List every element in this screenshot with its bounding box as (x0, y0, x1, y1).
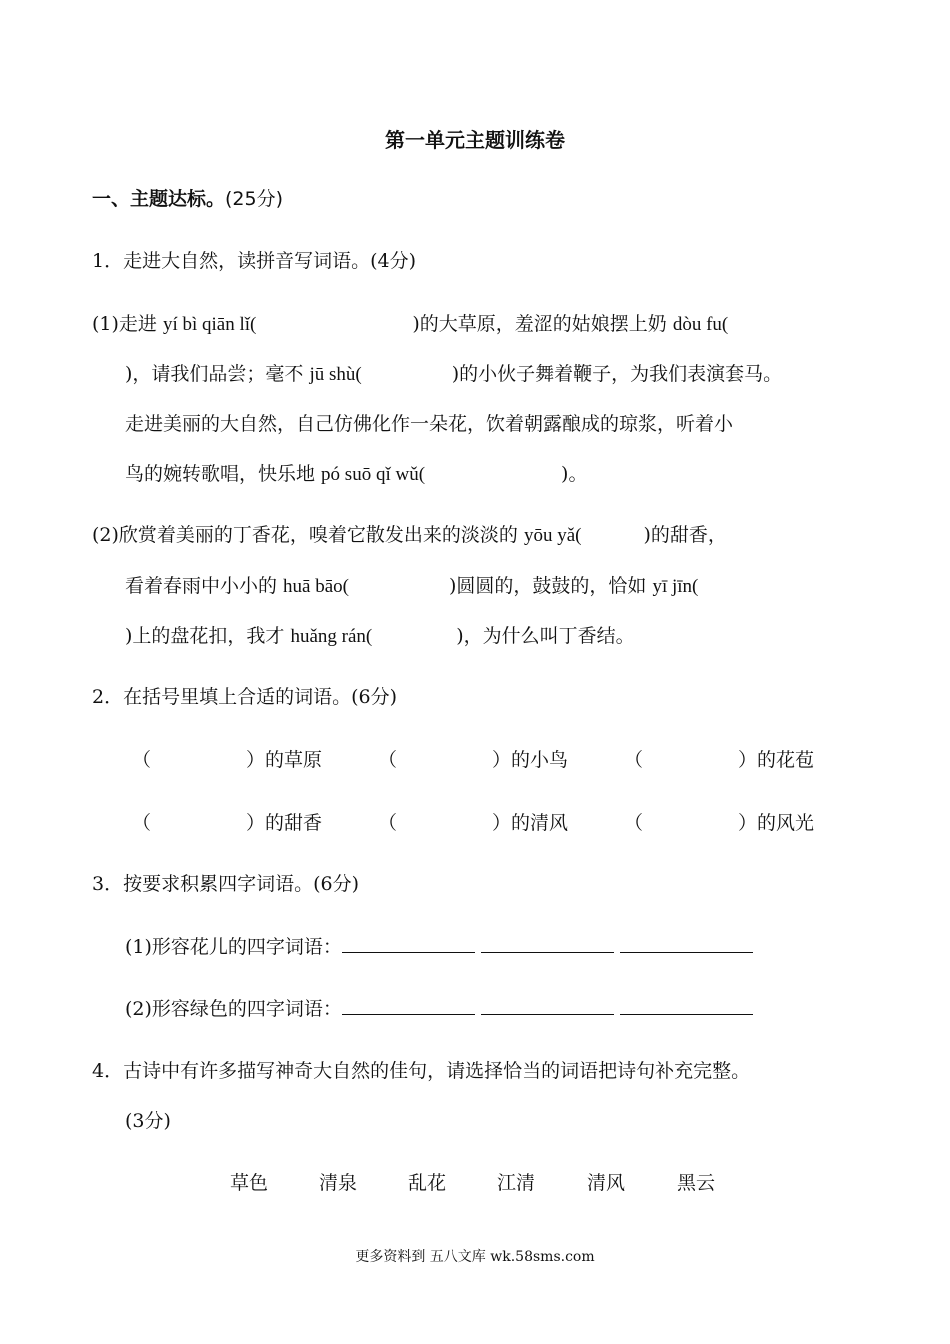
section-title: 一、主题达标。 (92, 188, 226, 210)
section-heading (92, 184, 283, 211)
phrase-item: ）的小鸟 (492, 749, 569, 771)
phrase-item: ）的甜香 (246, 812, 323, 834)
phrase-item: ）的花苞 (738, 749, 815, 771)
word-option: 清风 (587, 1172, 626, 1194)
text-segment: )，为什么叫丁香结。 (456, 625, 635, 647)
q1-p1-line2 (125, 359, 782, 386)
q1-p2-line1 (92, 520, 727, 547)
pinyin: dòu fu( (672, 314, 729, 335)
q1-p1-line4 (125, 459, 587, 486)
phrase-item: ）的清风 (492, 812, 569, 834)
pinyin: jū shù( (309, 364, 362, 385)
section-score: (25分) (225, 188, 284, 210)
text-segment: )的甜香， (643, 524, 727, 546)
paren-open: （ (624, 812, 644, 834)
text-segment: 看着春雨中小小的 (125, 575, 284, 597)
q3-sub-1 (125, 932, 759, 959)
answer-line[interactable] (481, 996, 614, 1015)
question-4-stem: 4．古诗中有许多描写神奇大自然的佳句，请选择恰当的词语把诗句补充完整。 (92, 1060, 751, 1082)
pinyin: huā bāo( (283, 576, 349, 597)
text-segment: )的大草原，羞涩的姑娘摆上奶 (412, 313, 673, 335)
word-option: 草色 (230, 1172, 269, 1194)
word-option: 黑云 (677, 1172, 716, 1194)
answer-line[interactable] (342, 996, 475, 1015)
paren-open: （ (132, 749, 152, 771)
answer-line[interactable] (342, 934, 475, 953)
paren-open: （ (624, 749, 644, 771)
answer-line[interactable] (620, 934, 753, 953)
footer-watermark: 更多资料到 五八文库 wk.58sms.com (355, 1249, 595, 1265)
sub-question-label: (1)形容花儿的四字词语： (125, 936, 342, 958)
text-segment: (2)欣赏着美丽的丁香花，嗅着它散发出来的淡淡的 (92, 524, 524, 546)
word-option: 江清 (497, 1172, 536, 1194)
q1-p1-line3: 走进美丽的大自然，自己仿佛化作一朵花，饮着朝露酿成的琼浆，听着小 (125, 413, 734, 435)
q1-p2-line3 (125, 621, 635, 648)
pinyin: yí bì qiān lǐ( (162, 314, 257, 335)
phrase-item: ）的草原 (246, 749, 323, 771)
text-segment: )圆圆的，鼓鼓的，恰如 (449, 575, 653, 597)
sub-question-label: (2)形容绿色的四字词语： (125, 998, 342, 1020)
q1-p1-line1 (92, 309, 728, 336)
paren-open: （ (378, 812, 398, 834)
q3-sub-2 (125, 994, 759, 1021)
text-segment: (1)走进 (92, 313, 163, 335)
q1-p2-line2 (125, 571, 698, 598)
answer-line[interactable] (481, 934, 614, 953)
paren-open: （ (378, 749, 398, 771)
question-1-stem: 1．走进大自然，读拼音写词语。(4分) (92, 250, 417, 272)
text-segment: 鸟的婉转歌唱，快乐地 (125, 463, 322, 485)
word-option: 乱花 (408, 1172, 447, 1194)
paren-open: （ (132, 812, 152, 834)
pinyin: huǎng rán( (290, 626, 373, 647)
question-4-score: (3分) (125, 1110, 171, 1132)
pinyin: yōu yǎ( (523, 525, 582, 546)
text-segment: )，请我们品尝；毫不 (125, 363, 310, 385)
question-2-stem: 2．在括号里填上合适的词语。(6分) (92, 686, 398, 708)
page-title: 第一单元主题训练卷 (385, 128, 565, 152)
word-option: 清泉 (319, 1172, 358, 1194)
answer-line[interactable] (620, 996, 753, 1015)
text-segment: )上的盘花扣，我才 (125, 625, 291, 647)
text-segment: )。 (561, 463, 588, 485)
pinyin: pó suō qǐ wǔ( (321, 464, 426, 485)
question-3-stem: 3．按要求积累四字词语。(6分) (92, 873, 360, 895)
phrase-item: ）的风光 (738, 812, 815, 834)
text-segment: )的小伙子舞着鞭子，为我们表演套马。 (451, 363, 783, 385)
pinyin: yī jīn( (652, 576, 699, 597)
